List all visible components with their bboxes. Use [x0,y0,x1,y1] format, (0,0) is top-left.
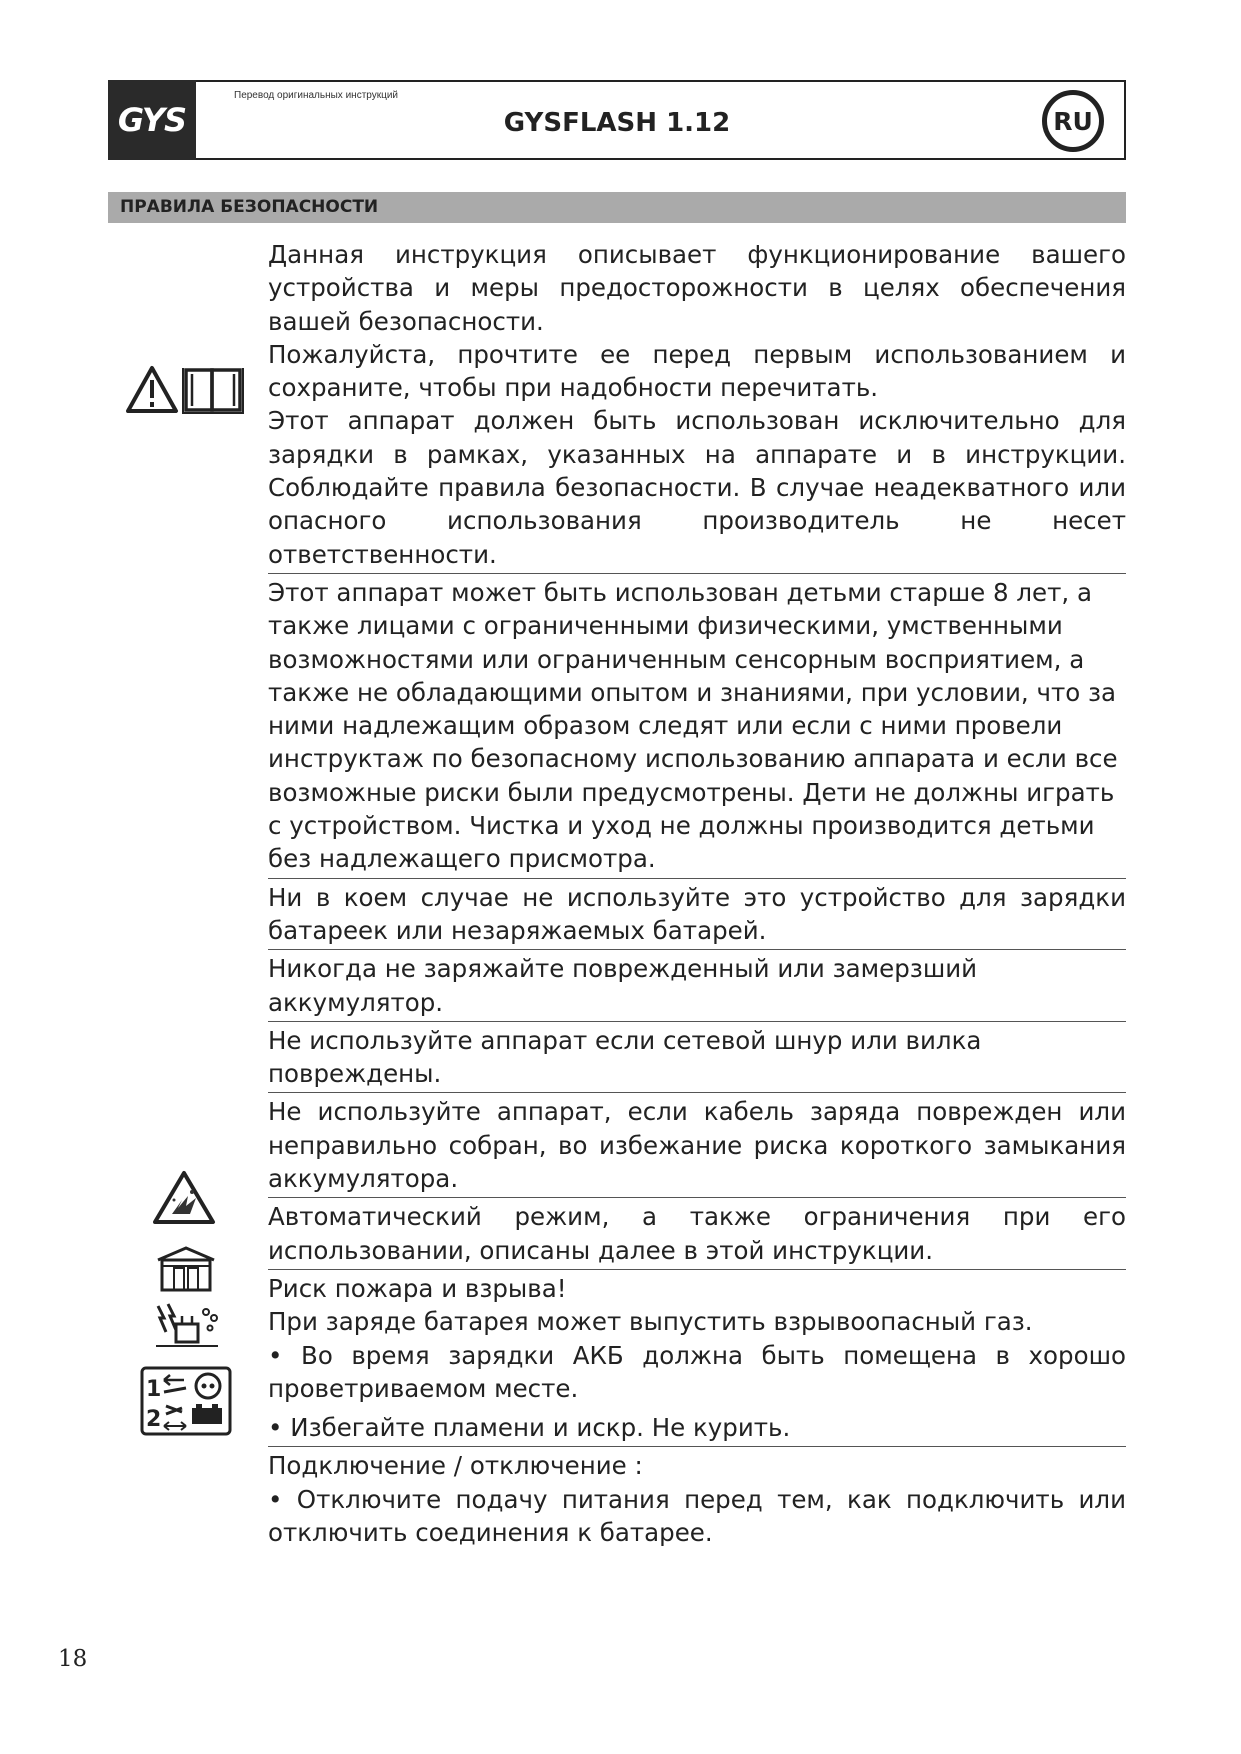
paragraph: • Во время зарядки АКБ должна быть помещена в хорошо проветриваемом месте. [268,1340,1126,1403]
paragraph: При заряде батарея может выпустить взрывоопасный газ. [268,1307,1033,1337]
logo-text: GYS [117,101,187,139]
fire-explosion-warning-icon [152,1170,216,1230]
step-two-label: 2 [146,1407,162,1432]
paragraph: Этот аппарат должен быть использован исключительно для зарядки в рамках, указанных на аппарате и в инструкции. Соблюдайте правила безопасности. В случае неадекватного или опасного использования производитель не несет ответственности. [268,406,1126,569]
document-header [108,80,1126,160]
paragraph: Подключение / отключение : [268,1451,643,1481]
paragraph: • Избегайте пламени и искр. Не курить. [268,1413,791,1443]
damaged-cord-block [268,1024,1126,1094]
section-title: ПРАВИЛА БЕЗОПАСНОСТИ [108,192,1126,223]
paragraph: • Отключите подачу питания перед тем, как подключить или отключить соединения к батарее. [268,1484,1126,1547]
paragraph: Ни в коем случае не используйте это устройство для зарядки батареек или незаряжаемых батарей. [268,882,1126,945]
step-one-label: 1 [146,1377,162,1402]
intro-block [268,238,1126,574]
fire-explosion-block [268,1272,1126,1447]
paragraph: Данная инструкция описывает функционирование вашего устройства и меры предосторожности в целях обеспечения вашей безопасности. [268,240,1126,336]
automatic-mode-block [268,1200,1126,1270]
paragraph: Никогда не заряжайте поврежденный или замерзший аккумулятор. [268,954,978,1017]
paragraph: Риск пожара и взрыва! [268,1273,567,1303]
paragraph: Пожалуйста, прочтите ее перед первым использованием и сохраните, чтобы при надобности перечитать. [268,339,1126,403]
no-flames-sparks-icon [152,1302,222,1352]
non-rechargeable-block [268,881,1126,951]
connection-sequence-icon [140,1366,232,1440]
paragraph: Не используйте аппарат, если кабель заряда поврежден или неправильно собран, во избежание риска короткого замыкания аккумулятора. [268,1097,1126,1194]
paragraph: Этот аппарат может быть использован детьми старше 8 лет, а также лицами с ограниченными физическими, умственными возможностями или ограниченным сенсорным восприятием, а также не обладающими опытом и знаниями, при условии, что за ними надлежащим образом следят или если с ними провели инструктаж по безопасному использованию аппарата и если все возможные риски были предусмотрены. Дети не должны играть с устройством. Чистка и уход не должны производится детьми без надлежащего присмотра. [268,577,1118,874]
model-title: GYSFLASH 1.12 [503,108,731,138]
language-badge: RU [1042,90,1104,152]
paragraph: Автоматический режим, а также ограничения при его использовании, описаны далее в этой инструкции. [268,1202,1126,1265]
page-number: 18 [58,1646,88,1672]
safety-rules-content [268,238,1126,1553]
connection-block [268,1449,1126,1551]
paragraph: Не используйте аппарат если сетевой шнур или вилка повреждены. [268,1025,982,1089]
children-usage-block [268,576,1126,879]
ventilated-room-icon [154,1244,218,1296]
translation-note: Перевод оригинальных инструкций [234,90,398,101]
warning-read-manual-icon [126,364,244,420]
damaged-battery-block [268,952,1126,1022]
damaged-cable-block [268,1095,1126,1198]
